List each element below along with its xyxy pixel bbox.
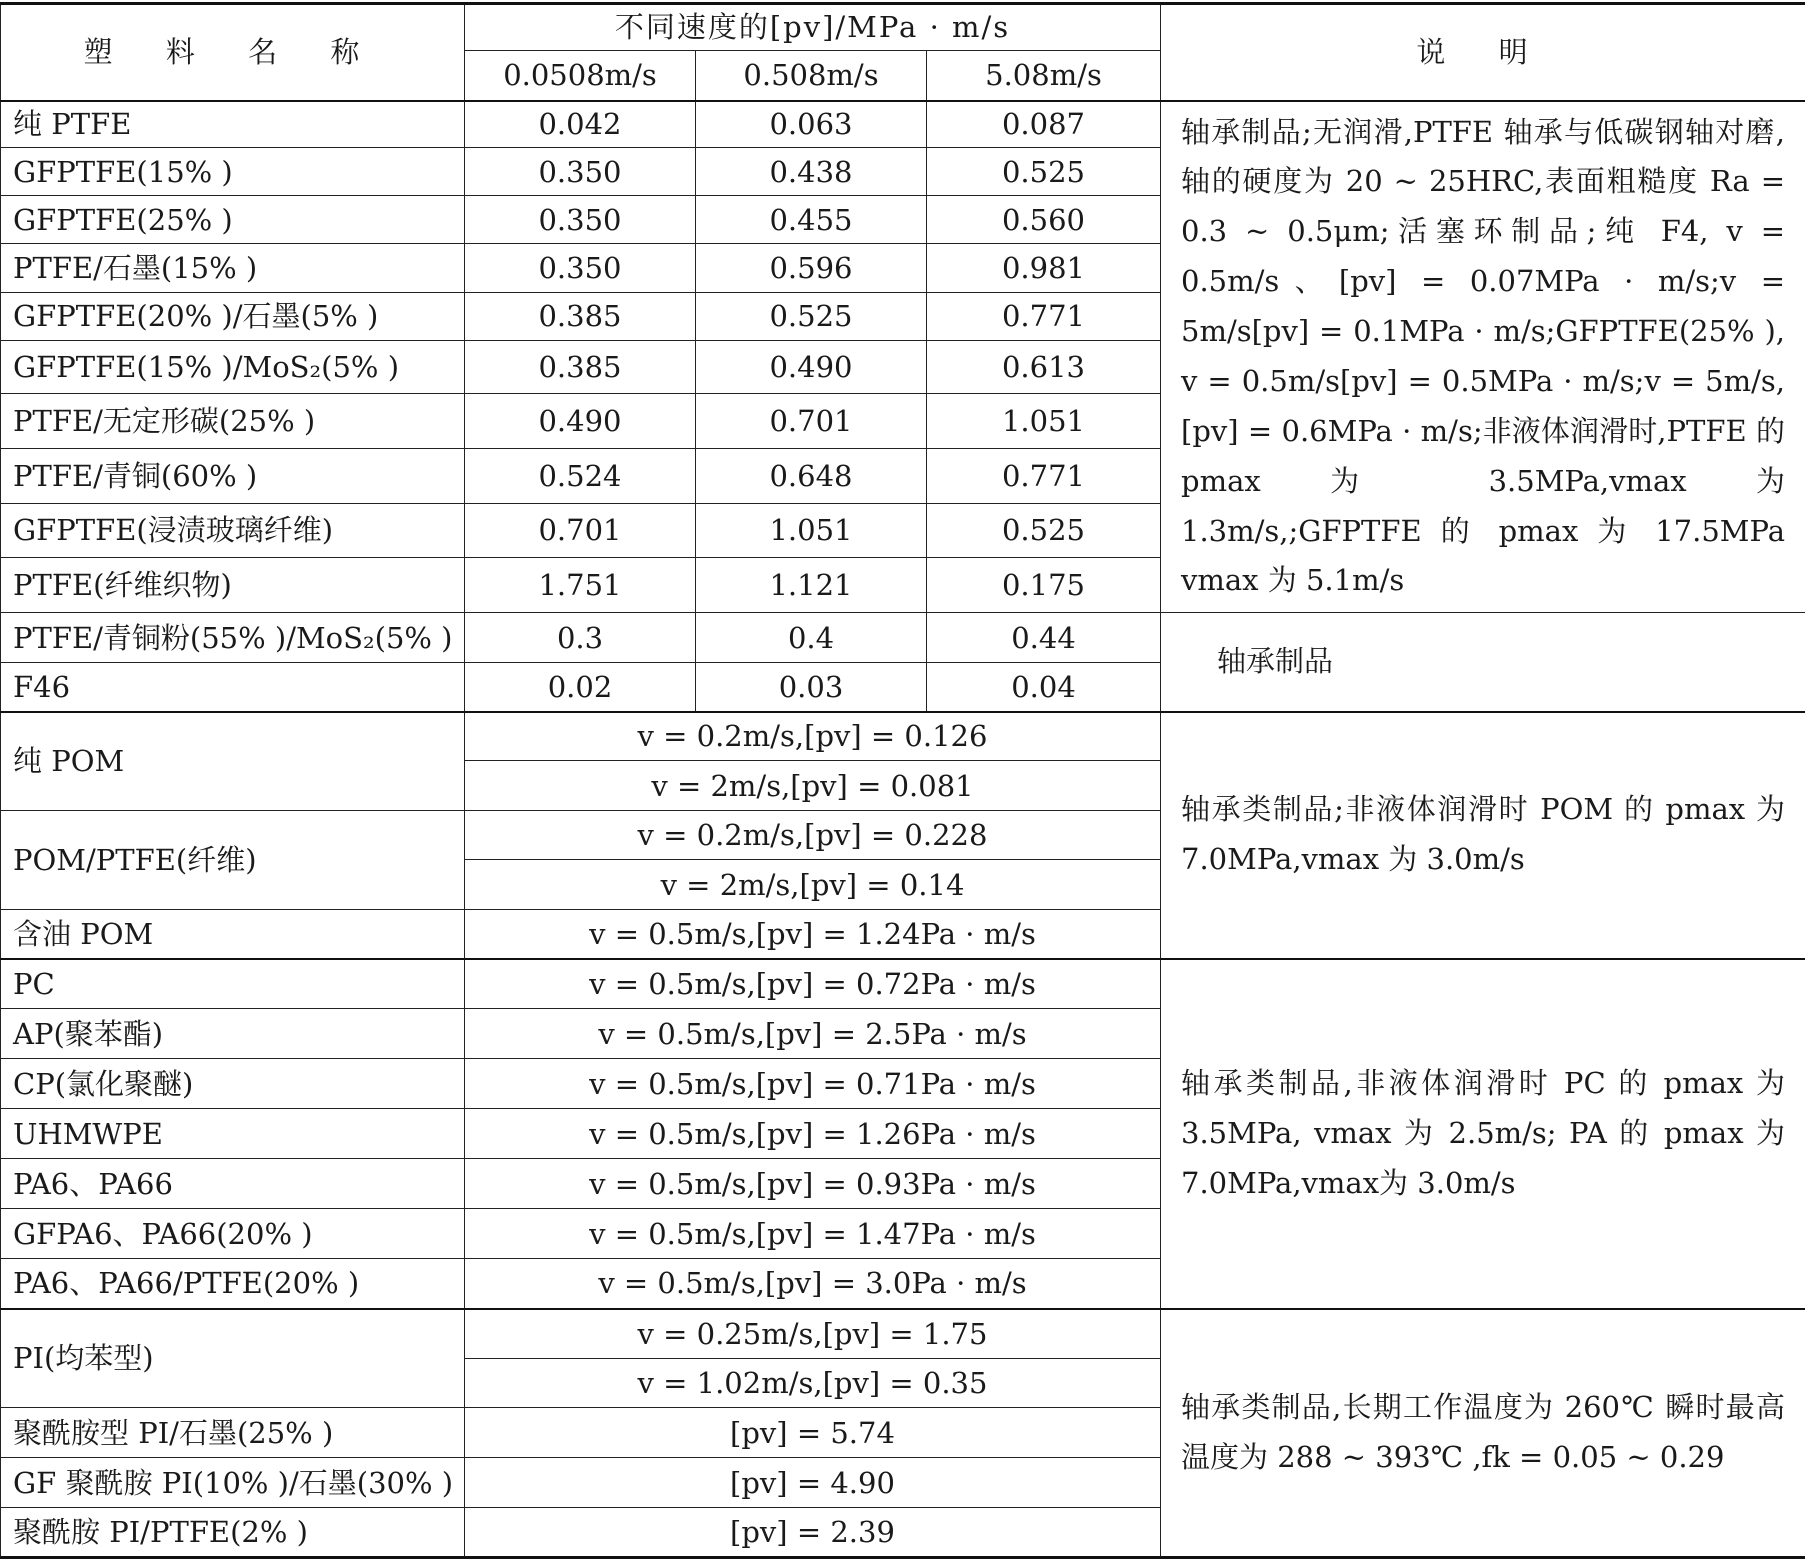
row-value: 0.771 xyxy=(927,292,1161,340)
row-value: 0.455 xyxy=(696,196,927,244)
row-value: 0.385 xyxy=(465,340,696,394)
row-value: 0.613 xyxy=(927,340,1161,394)
row-value: 0.350 xyxy=(465,196,696,244)
row-value: 1.751 xyxy=(465,558,696,613)
row-value: v = 2m/s,[pv] = 0.14 xyxy=(465,860,1161,910)
row-value: 0.981 xyxy=(927,244,1161,292)
pom-note: 轴承类制品;非液体润滑时 POM 的 pmax 为 7.0MPa,vmax 为 3.0m/s xyxy=(1161,712,1805,959)
row-value: 0.701 xyxy=(696,394,927,449)
row-value: 0.350 xyxy=(465,148,696,196)
row-value: 0.385 xyxy=(465,292,696,340)
row-value: 0.03 xyxy=(696,663,927,712)
pi-note: 轴承类制品,长期工作温度为 260℃ 瞬时最高温度为 288 ~ 393℃ ,fk = 0.05 ~ 0.29 xyxy=(1161,1309,1805,1558)
ptfe-note: 轴承制品;无润滑,PTFE 轴承与低碳钢轴对磨,轴的硬度为 20 ~ 25HRC,表面粗糙度 Ra = 0.3 ~ 0.5μm;活塞环制品;纯 F4, v = 0.5m/s、[pv] = 0.07MPa · m/s;v = 5m/s[pv] = 0.1MPa · m/s;GFPTFE(25% ), v = 0.5m/s[pv] = 0.5MPa · m/s;v = 5m/s, [pv] = 0.6MPa · m/s;非液体润滑时,PTFE 的 pmax 为 3.5MPa,vmax 为 1.3m/s,;GFPTFE 的 pmax 为 17.5MPa vmax 为 5.1m/s xyxy=(1161,101,1805,613)
row-value: v = 0.5m/s,[pv] = 1.47Pa · m/s xyxy=(465,1209,1161,1259)
header-note: 说 明 xyxy=(1161,4,1805,101)
row-value: v = 0.5m/s,[pv] = 2.5Pa · m/s xyxy=(465,1009,1161,1059)
row-value: v = 0.5m/s,[pv] = 0.72Pa · m/s xyxy=(465,959,1161,1009)
row-value: 0.490 xyxy=(696,340,927,394)
row-name: CP(氯化聚醚) xyxy=(1,1059,465,1109)
row-name: PC xyxy=(1,959,465,1009)
row-name: UHMWPE xyxy=(1,1109,465,1159)
header-speed-1: 0.0508m/s xyxy=(465,51,696,101)
row-value: v = 2m/s,[pv] = 0.081 xyxy=(465,761,1161,811)
row-name: PTFE/石墨(15% ) xyxy=(1,244,465,292)
ptfe-note-2: 轴承制品 xyxy=(1161,613,1805,712)
row-value: 1.051 xyxy=(927,394,1161,449)
row-name: GFPTFE(浸渍玻璃纤维) xyxy=(1,503,465,558)
row-value: 0.04 xyxy=(927,663,1161,712)
row-value: 0.087 xyxy=(927,101,1161,148)
row-name: 含油 POM xyxy=(1,910,465,959)
row-value: 0.042 xyxy=(465,101,696,148)
header-name: 塑 料 名 称 xyxy=(1,4,465,101)
row-value: v = 0.5m/s,[pv] = 1.26Pa · m/s xyxy=(465,1109,1161,1159)
row-value: 0.063 xyxy=(696,101,927,148)
row-value: v = 0.5m/s,[pv] = 0.71Pa · m/s xyxy=(465,1059,1161,1109)
row-name: GFPTFE(20% )/石墨(5% ) xyxy=(1,292,465,340)
row-value: 0.648 xyxy=(696,449,927,504)
row-value: [pv] = 2.39 xyxy=(465,1508,1161,1558)
row-name: PTFE/青铜(60% ) xyxy=(1,449,465,504)
row-name: AP(聚苯酯) xyxy=(1,1009,465,1059)
row-value: 0.525 xyxy=(927,148,1161,196)
row-value: 0.175 xyxy=(927,558,1161,613)
row-name: GFPTFE(15% )/MoS₂(5% ) xyxy=(1,340,465,394)
row-name: PI(均苯型) xyxy=(1,1309,465,1408)
row-value: 1.051 xyxy=(696,503,927,558)
row-value: 1.121 xyxy=(696,558,927,613)
row-value: 0.560 xyxy=(927,196,1161,244)
row-value: 0.3 xyxy=(465,613,696,663)
row-value: 0.525 xyxy=(927,503,1161,558)
row-name: PA6、PA66/PTFE(20% ) xyxy=(1,1259,465,1309)
row-name: GF 聚酰胺 PI(10% )/石墨(30% ) xyxy=(1,1458,465,1508)
row-value: v = 0.2m/s,[pv] = 0.126 xyxy=(465,712,1161,761)
row-value: [pv] = 5.74 xyxy=(465,1408,1161,1458)
row-name: 聚酰胺 PI/PTFE(2% ) xyxy=(1,1508,465,1558)
row-value: v = 0.25m/s,[pv] = 1.75 xyxy=(465,1309,1161,1359)
row-value: 0.44 xyxy=(927,613,1161,663)
row-value: 0.524 xyxy=(465,449,696,504)
row-name: PTFE/无定形碳(25% ) xyxy=(1,394,465,449)
row-value: v = 0.5m/s,[pv] = 1.24Pa · m/s xyxy=(465,910,1161,959)
row-name: 聚酰胺型 PI/石墨(25% ) xyxy=(1,1408,465,1458)
row-name: 纯 POM xyxy=(1,712,465,811)
row-name: GFPA6、PA66(20% ) xyxy=(1,1209,465,1259)
row-value: v = 1.02m/s,[pv] = 0.35 xyxy=(465,1359,1161,1408)
row-name: F46 xyxy=(1,663,465,712)
row-value: 0.771 xyxy=(927,449,1161,504)
row-value: 0.525 xyxy=(696,292,927,340)
row-value: 0.02 xyxy=(465,663,696,712)
plastics-pv-table xyxy=(0,2,1805,1559)
row-name: 纯 PTFE xyxy=(1,101,465,148)
header-speed-3: 5.08m/s xyxy=(927,51,1161,101)
row-value: 0.4 xyxy=(696,613,927,663)
row-name: POM/PTFE(纤维) xyxy=(1,811,465,910)
header-speed-2: 0.508m/s xyxy=(696,51,927,101)
row-value: v = 0.5m/s,[pv] = 0.93Pa · m/s xyxy=(465,1159,1161,1209)
row-name: PTFE/青铜粉(55% )/MoS₂(5% ) xyxy=(1,613,465,663)
row-value: 0.701 xyxy=(465,503,696,558)
row-value: 0.438 xyxy=(696,148,927,196)
row-name: PA6、PA66 xyxy=(1,1159,465,1209)
row-value: v = 0.2m/s,[pv] = 0.228 xyxy=(465,811,1161,860)
row-name: GFPTFE(15% ) xyxy=(1,148,465,196)
row-name: GFPTFE(25% ) xyxy=(1,196,465,244)
row-value: [pv] = 4.90 xyxy=(465,1458,1161,1508)
pc-note: 轴承类制品,非液体润滑时 PC 的 pmax 为 3.5MPa, vmax 为 2.5m/s; PA 的 pmax 为 7.0MPa,vmax为 3.0m/s xyxy=(1161,959,1805,1309)
header-speed-group: 不同速度的[pv]/MPa · m/s xyxy=(465,4,1161,51)
row-value: v = 0.5m/s,[pv] = 3.0Pa · m/s xyxy=(465,1259,1161,1309)
row-value: 0.596 xyxy=(696,244,927,292)
row-name: PTFE(纤维织物) xyxy=(1,558,465,613)
row-value: 0.490 xyxy=(465,394,696,449)
row-value: 0.350 xyxy=(465,244,696,292)
